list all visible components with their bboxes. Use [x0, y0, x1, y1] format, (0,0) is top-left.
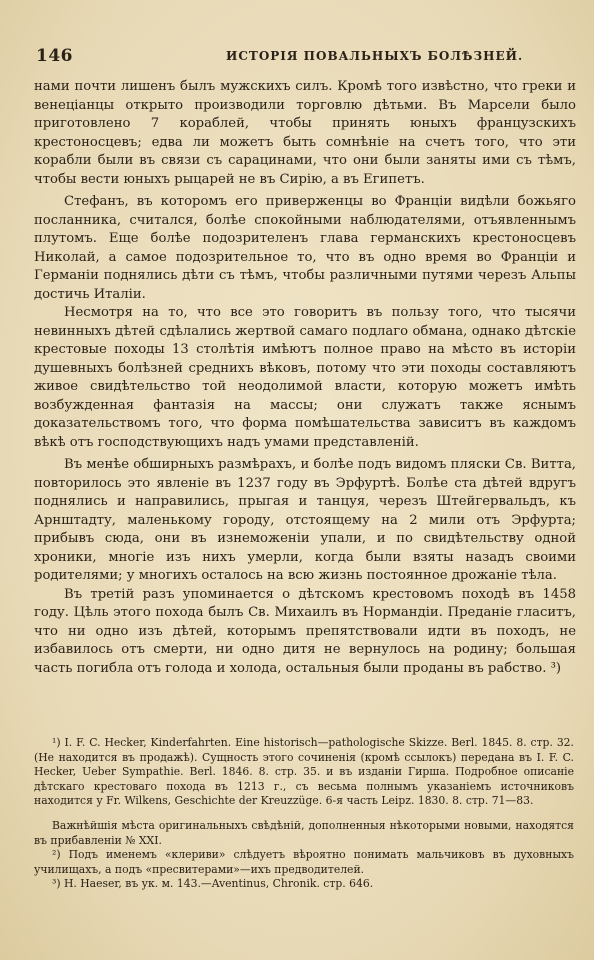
footnote: ¹) I. F. C. Hecker, Kinderfahrten. Eine historisch—pathologische Skizze. Berl. 1845. 8. стр. 32. (Не находится въ продажѣ). Сущность этого сочиненія (кромѣ ссылокъ) передана въ I. F. C. Hecker, Ueber Sympathie. Berl. 1846. 8. стр. 35. и въ изданіи Гирша. Подробное описаніе дѣтскаго крестоваго похода въ 1213 г., съ весьма полнымъ указаніемъ источниковъ находится у Fr. Wilkens, Geschichte der Kreuzzüge. 6-я часть Leipz. 1830. 8. стр. 71—83.	[34, 736, 574, 808]
footnote: ²) Подъ именемъ «клериви» слѣдуетъ вѣроятно понимать мальчиковъ въ духовныхъ училищахъ, а подъ «пресвитерами»—ихъ предводителей.	[34, 848, 574, 876]
paragraph: Въ третій разъ упоминается о дѣтскомъ крестовомъ походѣ въ 1458 году. Цѣль этого похода былъ Св. Михаилъ въ Нормандіи. Преданіе гласитъ, что ни одно изъ дѣтей, которымъ препятствовали идти въ походъ, не избавилось отъ смерти, ни одно дитя не вернулось на родину; большая часть погибла отъ голода и холода, остальныя были проданы въ рабство. ³)	[34, 586, 576, 676]
paragraph: Несмотря на то, что все это говоритъ въ пользу того, что тысячи невинныхъ дѣтей сдѣлались жертвой самаго подлаго обмана, однако дѣтскіе крестовые походы 13 столѣтія имѣютъ полное право на мѣсто въ исторіи душевныхъ болѣзней среднихъ вѣковъ, потому что эти походы составляютъ живое свидѣтельство той неодолимой власти, которую можетъ имѣть возбужденная фантазія на массы; они служатъ также яснымъ доказательствомъ того, что форма помѣшательства зависитъ въ каждомъ вѣкѣ отъ господствующихъ надъ умами представленій.	[34, 305, 576, 450]
footnotes	[34, 736, 574, 892]
page-header	[36, 46, 576, 68]
paragraph: Въ менѣе обширныхъ размѣрахъ, и болѣе подъ видомъ пляски Св. Витта, повторилось это явленіе въ 1237 году въ Эрфуртѣ. Болѣе ста дѣтей вдругъ поднялись и направились, прыгая и танцуя, черезъ Штейгервальдъ, къ Арнштадту, маленькому городу, отстоящему на 2 мили отъ Эрфурта; прибывъ сюда, они въ изнеможеніи упали, и по свидѣтельству одной хроники, многіе изъ нихъ умерли, когда были взяты назадъ своими родителями; у многихъ осталось на всю жизнь постоянное дрожаніе тѣла.	[34, 457, 576, 583]
paragraph: Стефанъ, въ которомъ его приверженцы во Франціи видѣли божьяго посланника, считался, болѣе спокойными наблюдателями, отъявленнымъ плутомъ. Еще болѣе подозрителенъ глава германскихъ крестоносцевъ Николай, а самое подозрительное то, что въ одно время во Франціи и Германіи поднялись дѣти съ тѣмъ, чтобы различными путями черезъ Альпы достичь Италіи.	[34, 194, 576, 302]
footnote: Важнѣйшія мѣста оригинальныхъ свѣдѣній, дополненныя нѣкоторыми новыми, находятся въ прибавленіи № XXI.	[34, 818, 574, 847]
page-number: 146	[36, 46, 73, 66]
main-text	[34, 78, 576, 678]
footnote: ³) H. Haeser, въ ук. м. 143.—Aventinus, Chronik. стр. 646.	[52, 877, 374, 891]
paragraph: нами почти лишенъ былъ мужскихъ силъ. Кромѣ того извѣстно, что греки и венеціанцы открыто производили торговлю дѣтьми. Въ Марсели было приготовлено 7 кораблей, чтобы принять юныхъ французскихъ крестоносцевъ; едва ли можетъ быть сомнѣніе на счетъ того, что эти корабли были въ связи съ сарацинами, что они были заняты ими съ тѣмъ, чтобы вести юныхъ рыцарей не въ Сирію, а въ Египетъ.	[34, 79, 576, 187]
running-title: ИСТОРІЯ ПОВАЛЬНЫХЪ БОЛѢЗНЕЙ.	[226, 49, 524, 63]
